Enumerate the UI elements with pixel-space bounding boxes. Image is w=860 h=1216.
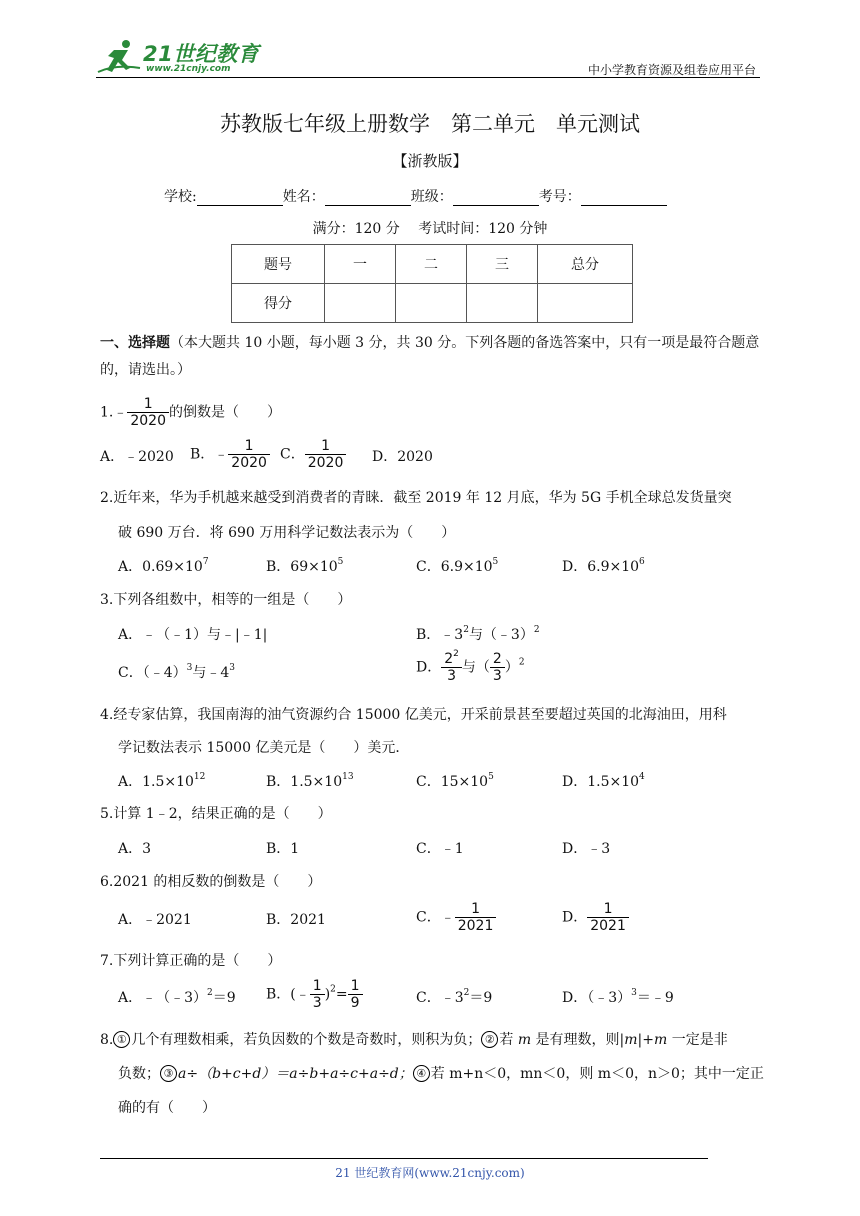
q3-option-d[interactable] — [416, 651, 525, 684]
question-3: 3.下列各组数中，相等的一组是（ ） — [100, 592, 352, 608]
section-label: 一、选择题 — [100, 335, 170, 351]
logo — [96, 36, 266, 80]
score-table-header: 二 — [396, 245, 467, 284]
q1-option-d[interactable]: D．2020 — [372, 449, 433, 465]
q7-d-text2: ＝﹣9 — [636, 990, 674, 1006]
q6-c-num: 1 — [471, 901, 480, 917]
q3-option-b[interactable] — [416, 624, 540, 644]
q8-circle-2: ② — [481, 1031, 498, 1048]
q7-d-text1: D．（﹣3） — [562, 990, 632, 1006]
q3-d-num1-base: 2 — [444, 651, 454, 667]
page-title: 苏教版七年级上册数学 第二单元 单元测试 — [220, 112, 640, 136]
q4-b-text: B．1.5×10 — [266, 774, 343, 790]
q6-c-label: C． — [416, 909, 441, 926]
section-description: （本大题共 10 小题，每小题 3 分，共 30 分。下列各题的备选答案中，只有一项是最符合题意的，请选出。） — [100, 335, 760, 378]
question-1 — [100, 396, 281, 429]
question-4-line2: 学记数法表示 15000 亿美元是（ ）美元． — [118, 740, 410, 756]
q8-statement-1: 几个有理数相乘，若负因数的个数是奇数时，则积为负； — [131, 1032, 482, 1048]
q7-b-result — [348, 978, 363, 1011]
q3-d-num1 — [441, 651, 462, 667]
q4-d-text: D．1.5×10 — [562, 774, 640, 790]
score-cell[interactable] — [396, 284, 467, 323]
runner-logo-icon — [96, 38, 142, 78]
score-table-header: 一 — [325, 245, 396, 284]
q7-d-exp: 3 — [631, 988, 637, 998]
q6-option-a[interactable]: A．﹣2021 — [118, 912, 192, 928]
name-label: 姓名： — [282, 189, 325, 205]
q1-stem: 的倒数是（ ） — [169, 404, 281, 421]
question-5: 5.计算 1﹣2，结果正确的是（ ） — [100, 806, 332, 822]
q4-option-c[interactable] — [416, 771, 494, 791]
q3-d-end: ） — [504, 659, 519, 676]
q1-b-den: 2020 — [228, 454, 270, 471]
q7-a-text2: ＝9 — [212, 990, 236, 1006]
q3-d-den2: 3 — [490, 667, 505, 684]
q8-statement-3: a÷（b+c+d）＝a÷b+a÷c+a÷d； — [178, 1066, 413, 1082]
q8-circle-3: ③ — [160, 1065, 177, 1082]
q7-option-a[interactable] — [118, 987, 236, 1007]
q7-option-d[interactable] — [562, 987, 674, 1007]
q8-s2-a: 若 — [499, 1032, 518, 1048]
student-info-row — [164, 186, 667, 206]
q3-b-exp2: 2 — [533, 625, 540, 635]
q3-option-a[interactable]: A．﹣（﹣1）与﹣|﹣1| — [118, 627, 268, 643]
q8-number: 8. — [100, 1032, 114, 1048]
q1-c-num: 1 — [321, 438, 330, 454]
header-divider — [96, 77, 760, 78]
q2-d-text: D．6.9×10 — [562, 559, 640, 575]
class-blank[interactable] — [453, 191, 539, 206]
brand-url: www.21cnjy.com — [146, 64, 231, 74]
q6-d-den: 2021 — [587, 917, 629, 934]
q3-d-den1: 3 — [441, 667, 462, 684]
q8-circle-4: ④ — [413, 1065, 430, 1082]
q1-b-num: 1 — [244, 438, 254, 454]
q2-option-a[interactable] — [118, 556, 209, 576]
q5-option-a[interactable]: A．3 — [118, 841, 152, 857]
q7-b-num: 1 — [312, 978, 322, 994]
q3-d-label: D． — [416, 659, 442, 676]
q7-c-exp: 2 — [463, 988, 470, 998]
q7-b-label: B． — [266, 986, 291, 1003]
q3-option-c[interactable] — [118, 662, 235, 682]
score-table-header: 总分 — [538, 245, 633, 284]
q1-num: 1 — [143, 396, 153, 412]
q2-c-text: C．6.9×10 — [416, 559, 493, 575]
brand-name: 21世纪教育 — [143, 42, 260, 66]
q7-b-exp: 2 — [330, 984, 336, 995]
q3-d-fraction1 — [441, 651, 462, 684]
q6-option-b[interactable]: B．2021 — [266, 912, 326, 928]
question-8-line2 — [118, 1063, 764, 1083]
q7-b-rden: 9 — [348, 994, 363, 1011]
section-heading — [100, 330, 760, 384]
q8-s2-c: |+ — [637, 1032, 654, 1048]
q4-c-text: C．15×10 — [416, 774, 489, 790]
q1-number: 1. — [100, 404, 114, 421]
q3-c-exp1: 3 — [186, 663, 193, 673]
q1-c-den: 2020 — [305, 454, 347, 471]
q3-d-mid: 与（ — [461, 659, 490, 676]
q3-d-num1-exp: 2 — [453, 649, 459, 659]
page-subtitle: 【浙教版】 — [392, 152, 468, 170]
score-row-label: 得分 — [232, 284, 325, 323]
q1-option-a[interactable]: A．﹣2020 — [100, 449, 174, 465]
q1-b-label: B． — [190, 446, 215, 463]
q7-c-text2: ＝9 — [469, 990, 493, 1006]
q3-b-exp1: 2 — [463, 625, 469, 635]
q2-a-text: A．0.69×10 — [118, 559, 203, 575]
q2-a-exp: 7 — [202, 557, 209, 567]
q6-c-neg: ﹣ — [440, 909, 455, 926]
q1-b-fraction — [228, 438, 270, 471]
q8-var-m: m — [624, 1032, 638, 1048]
q4-a-exp: 12 — [193, 772, 206, 782]
q7-option-b[interactable] — [266, 978, 363, 1011]
q6-d-fraction — [587, 901, 629, 934]
q7-a-exp: 2 — [207, 988, 213, 998]
q1-b-neg: ﹣ — [214, 446, 229, 463]
q3-d-exp: 2 — [518, 657, 525, 668]
q8-s2-d: 一定是非 — [667, 1032, 728, 1048]
q4-option-d[interactable] — [562, 771, 645, 791]
q1-fraction — [127, 396, 169, 429]
q6-c-fraction — [455, 901, 497, 934]
q8-s2-b: 是有理数，则| — [531, 1032, 625, 1048]
q4-d-exp: 4 — [639, 772, 645, 782]
q2-c-exp: 5 — [492, 557, 499, 567]
q8-var-m: m — [517, 1032, 532, 1048]
score-table-header: 三 — [467, 245, 538, 284]
school-label: 学校: — [164, 189, 197, 205]
q5-option-b[interactable]: B．1 — [266, 841, 300, 857]
class-label: 班级： — [410, 189, 453, 205]
q7-b-eq: = — [335, 986, 348, 1003]
exam-meta: 满分：120 分 考试时间：120 分钟 — [312, 221, 548, 237]
question-2-line2: 破 690 万台．将 690 万用科学记数法表示为（ ） — [118, 525, 456, 541]
q5-option-d[interactable]: D．﹣3 — [562, 841, 611, 857]
q6-option-c[interactable] — [416, 901, 496, 934]
score-table-header: 题号 — [232, 245, 325, 284]
q1-option-b[interactable] — [190, 438, 270, 471]
q7-c-text1: C．﹣3 — [416, 990, 464, 1006]
q3-c-exp2: 3 — [229, 663, 236, 673]
q8-s2-end: 负数； — [118, 1066, 160, 1082]
q4-b-exp: 13 — [342, 772, 354, 782]
q6-option-d[interactable] — [562, 901, 629, 934]
q1-option-c[interactable] — [280, 438, 346, 471]
q1-den: 2020 — [127, 412, 169, 429]
q3-b-text2: 与（﹣3） — [468, 627, 534, 643]
q8-statement-4: 若 m+n＜0，mn＜0，则 m＜0，n＞0；其中一定正 — [430, 1066, 764, 1082]
q7-b-close: ) — [324, 986, 331, 1003]
question-7: 7.下列计算正确的是（ ） — [100, 953, 282, 969]
q1-c-fraction — [305, 438, 347, 471]
name-blank[interactable] — [325, 191, 411, 206]
score-table-row — [232, 284, 633, 323]
q2-b-exp: 5 — [337, 557, 344, 567]
q7-b-fraction — [310, 978, 325, 1011]
q7-b-rnum: 1 — [350, 978, 360, 994]
q6-d-label: D． — [562, 909, 588, 926]
q7-b-open: (﹣ — [290, 986, 310, 1003]
school-blank[interactable] — [197, 191, 283, 206]
question-8-line1 — [100, 1029, 728, 1049]
score-cell[interactable] — [538, 284, 633, 323]
question-2-line1: 2.近年来，华为手机越来越受到消费者的青睐．截至 2019 年 12 月底，华为 5G 手机全球总发货量突 — [100, 490, 732, 506]
q2-option-d[interactable] — [562, 556, 645, 576]
q4-option-b[interactable] — [266, 771, 354, 791]
platform-name: 中小学教育资源及组卷应用平台 — [587, 63, 756, 77]
q5-option-c[interactable]: C．﹣1 — [416, 841, 464, 857]
q2-option-c[interactable] — [416, 556, 498, 576]
q4-option-a[interactable] — [118, 771, 205, 791]
footer-link[interactable]: 21 世纪教育网(www.21cnjy.com) — [335, 1166, 525, 1180]
q1-c-label: C． — [280, 446, 305, 463]
q2-d-exp: 6 — [639, 557, 645, 567]
q3-c-text2: 与﹣4 — [192, 665, 230, 681]
q8-var-m: m — [654, 1032, 668, 1048]
score-cell[interactable] — [467, 284, 538, 323]
q7-b-den: 3 — [310, 994, 325, 1011]
q3-c-text1: C．（﹣4） — [118, 665, 187, 681]
footer-divider — [100, 1158, 708, 1159]
q6-d-num: 1 — [603, 901, 613, 917]
question-6: 6.2021 的相反数的倒数是（ ） — [100, 874, 322, 890]
q2-option-b[interactable] — [266, 556, 343, 576]
question-8-line3: 确的有（ ） — [118, 1100, 216, 1116]
score-cell[interactable] — [325, 284, 396, 323]
q2-b-text: B．69×10 — [266, 559, 338, 575]
q4-a-text: A．1.5×10 — [118, 774, 194, 790]
exam-no-blank[interactable] — [581, 191, 667, 206]
score-table — [231, 244, 633, 323]
q7-a-text1: A．﹣（﹣3） — [118, 990, 208, 1006]
exam-no-label: 考号： — [538, 189, 581, 205]
q7-option-c[interactable] — [416, 987, 492, 1007]
question-4-line1: 4.经专家估算，我国南海的油气资源约合 15000 亿美元，开采前景甚至要超过英国的北海油田，用科 — [100, 707, 727, 723]
q8-circle-1: ① — [113, 1031, 130, 1048]
q4-c-exp: 5 — [488, 772, 494, 782]
q1-neg: ﹣ — [113, 404, 128, 421]
q3-d-fraction2 — [490, 651, 505, 684]
q6-c-den: 2021 — [455, 917, 497, 934]
q3-d-num2: 2 — [492, 651, 502, 667]
score-table-header-row — [232, 245, 633, 284]
q3-b-text1: B．﹣3 — [416, 627, 464, 643]
